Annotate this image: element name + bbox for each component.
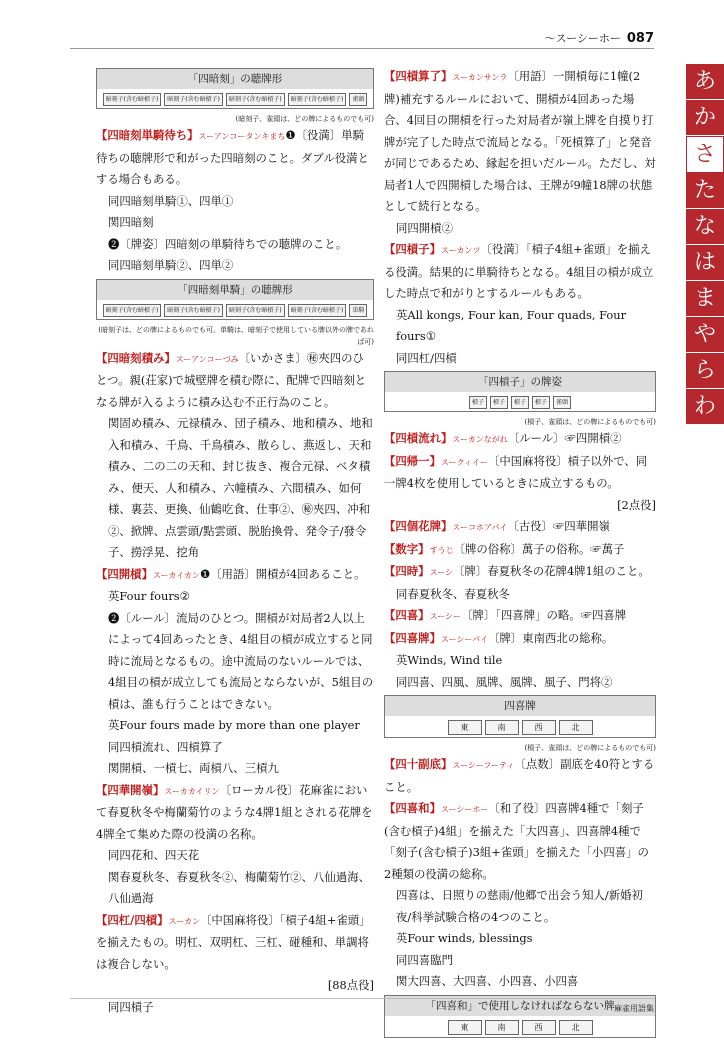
index-tab: ら [686, 353, 724, 389]
entry-headword: 【四槓子】 [384, 242, 441, 256]
entry-reading: スーカイカン [152, 570, 200, 580]
tile-group: 暗刻子(含む暗槓子) [226, 93, 285, 106]
index-tab: や [686, 317, 724, 353]
entry-headword: 【四槓算了】 [384, 69, 453, 83]
entry-headword: 【四喜和】 [384, 801, 441, 815]
entry-line: 〔いかさま〕㊙夾四のひとつ。親(荘家)で城壁牌を積む際に、配牌で四暗刻となる牌が入るように積み込む不正行為のこと。 [96, 350, 367, 409]
entry-line: ❶〔役満〕単騎待ちの聴牌形で和がった四暗刻のこと。ダブル役満とする場合もある。 [96, 128, 369, 186]
figure-note: (暗刻子、雀頭は、どの牌によるものでも可) [235, 115, 374, 123]
dictionary-entry [96, 348, 374, 564]
dictionary-entry [384, 798, 656, 993]
entry-line: 同四槓子 [108, 999, 154, 1014]
entry-line: 同四喜臨門 [396, 952, 453, 967]
tile-row [385, 1016, 655, 1037]
tile-group: 南 [485, 720, 519, 735]
entry-line: 同四花和、四天花 [108, 848, 200, 862]
entry-line: 〔牌〕東南西北の総称。 [488, 630, 614, 645]
entry-reading: スーシーホー [440, 805, 489, 814]
entry-line: ❷〔牌姿〕四暗刻の単騎待ちでの聴牌のこと。 [108, 236, 348, 251]
dictionary-entry [384, 451, 656, 517]
index-tab: わ [686, 389, 724, 425]
tile-group: 槓子 [469, 396, 487, 409]
entry-reading: スーカンながれ [452, 435, 508, 444]
entry-line: 〔和了役〕四喜牌4種で「刻子(含む槓子)4組」を揃えた「大四喜」、四喜牌4種で「刻子(含む槓子)3組+雀頭」を揃えた「小四喜」の2種類の役満の総称。 [384, 801, 649, 881]
entry-reading: すうじ [429, 545, 454, 555]
tile-row [385, 392, 655, 411]
tile-group: 雀頭 [553, 396, 571, 409]
entry-line: 同四開槓② [396, 220, 453, 235]
entry-headword: 【四十副底】 [384, 757, 453, 771]
index-tab: は [686, 245, 724, 281]
entry-headword: 【四個花牌】 [384, 519, 453, 533]
entry-reading: スークィイー [440, 457, 488, 467]
dictionary-entry [384, 628, 656, 694]
dictionary-entry [96, 910, 374, 1019]
right-column [384, 66, 656, 1042]
index-tab: た [686, 173, 724, 209]
index-tab: か [686, 100, 724, 136]
dictionary-entry [384, 516, 656, 539]
tile-group: 雀頭 [349, 93, 367, 106]
figure-box [96, 279, 374, 320]
book-title: 麻雀用語集 [614, 1004, 654, 1013]
tile-group: 槓子 [511, 396, 529, 409]
entry-reading: スーコホアパイ [452, 523, 508, 532]
entry-line: 関四暗刻 [108, 215, 154, 229]
entry-line: 〔点数〕副底を40符とすること。 [384, 757, 655, 794]
figure-title: 「四槓子」の牌姿 [385, 372, 655, 392]
page-header [70, 26, 654, 49]
tile-group: 暗刻子(含む暗槓子) [288, 304, 347, 317]
entry-line: 〔中国麻将役〕「槓子4組+雀頭」を揃えたもの。明杠、双明杠、三杠、碰種和、単調将は複合しない。 [96, 912, 371, 971]
entry-line: 同春夏秋冬、春夏秋冬 [396, 586, 510, 601]
dictionary-entry [384, 428, 656, 451]
entry-line: 〔牌〕春夏秋冬の花牌4牌1組のこと。 [453, 564, 650, 578]
entry-line: 関大四喜、大四喜、小四喜、小四喜 [396, 974, 579, 988]
figure-note: (暗刻子は、どの牌によるものでも可。単騎は、暗刻子で使用している牌以外の牌であれば可) [98, 325, 374, 346]
tile-group: 東 [448, 1020, 482, 1035]
entry-line: 英Four winds, blessings [396, 931, 533, 945]
entry-reading: スーシ [429, 568, 454, 577]
figure-box [384, 995, 656, 1038]
entry-line: 同四喜、四風、風牌、風牌、風子、門将② [396, 674, 613, 689]
entry-line: 〔ローカル役〕花麻雀において春夏秋冬や梅蘭菊竹のような4牌1組とされる花牌を4牌全て集めた際の役満の名称。 [96, 782, 373, 841]
dictionary-entry [384, 239, 656, 369]
entry-line: [2点役] [617, 497, 656, 512]
tile-row [385, 716, 655, 737]
tile-group: 暗刻子(含む暗槓子) [164, 304, 223, 317]
tile-group: 暗刻子(含む暗槓子) [226, 304, 285, 317]
figure-box [384, 695, 656, 738]
entry-line: [88点役] [327, 978, 374, 992]
left-column [96, 66, 374, 1018]
entry-line: 英Four fours made by more than one player [108, 718, 360, 732]
tile-group: 西 [522, 1020, 556, 1035]
entry-reading: スーシーパイ [440, 634, 489, 644]
entry-reading: スーアンコーづみ [175, 354, 239, 364]
index-tab: さ [686, 136, 724, 173]
entry-line: 〔牌〕「四喜牌」の略。☞四喜牌 [461, 608, 627, 622]
entry-line: 英Four fours② [108, 589, 190, 603]
figure-title: 四喜牌 [385, 696, 655, 716]
entry-headword: 【数字】 [384, 541, 430, 556]
running-head [545, 30, 654, 46]
entry-line: 同四暗刻単騎①、四単① [108, 193, 234, 208]
tile-group: 暗刻子(含む暗槓子) [288, 93, 347, 106]
tile-group: 暗刻子(含む暗槓子) [103, 93, 162, 106]
index-tab: あ [686, 64, 724, 100]
dictionary-entry [384, 754, 656, 798]
tile-group: 暗刻子(含む暗槓子) [103, 304, 162, 317]
entry-line: 四喜は、日照りの慈雨/他郷で出会う知人/新婚初夜/科挙試験合格の4つのこと。 [396, 888, 643, 924]
entry-reading: スーシー [429, 612, 462, 621]
entry-headword: 【四喜】 [384, 608, 430, 622]
tile-row [97, 89, 373, 108]
running-head-text: 〜スーシーホー [544, 32, 621, 45]
tile-group: 西 [522, 720, 556, 735]
tile-row [97, 300, 373, 319]
entry-line: 同四槓流れ、四槓算了 [108, 739, 223, 754]
dictionary-entry [384, 66, 656, 239]
tile-group: 南 [485, 1020, 519, 1035]
tile-group: 北 [559, 720, 593, 735]
entry-headword: 【四槓流れ】 [384, 431, 453, 445]
entry-reading: スーカン [168, 916, 200, 926]
dictionary-entry [384, 561, 656, 605]
tile-group: 槓子 [490, 396, 508, 409]
entry-reading: スーシーフーティ [452, 761, 515, 770]
figure-box [96, 68, 374, 109]
tile-group: 単騎 [349, 304, 367, 317]
entry-line: 〔ルール〕☞四開槓② [507, 431, 622, 445]
entry-reading: スーカンツ [440, 246, 481, 255]
dictionary-entry [384, 539, 656, 562]
entry-line: 関固め積み、元禄積み、団子積み、地和積み、地和入和積み、千鳥、千鳥積み、散らし、燕返し、天和積み、二の二の天和、封じ抜き、複合元禄、ベタ積み、便天、人和積み、六幢積み、六間積み、如何様、裏芸、更換、仙鶴吃食、仕事②、㊙夾四、冲和②、掀牌、点雲頭/點雲頭、脱胎換骨、発令子/發令子、撈浮晃、挖角 [108, 416, 373, 559]
entry-line: 英All kongs, Four kan, Four quads, Four fours① [396, 307, 627, 343]
figure-note: (槓子、雀頭は、どの牌によるものでも可) [524, 418, 656, 426]
entry-line: 〔牌の俗称〕萬子の俗称。☞萬子 [453, 541, 625, 556]
index-tab: な [686, 209, 724, 245]
page-number: 087 [626, 31, 654, 46]
entry-line: 同四暗刻単騎②、四単② [108, 258, 234, 272]
entry-line: 〔用語〕一開槓毎に1幢(2牌)補充するルールにおいて、開槓が4回あった場合、4回目の開槓を行った対局者が嶺上牌を自摸り打牌が完了した時点で流局となる。「死槓算了」と発音が同じであるため、縁起を担いだルール。ただし、対局者1人で四開槓した場合は、王牌が9幢18牌の状態として続行となる。 [384, 69, 656, 213]
dictionary-entry [384, 605, 656, 628]
entry-line: ❷〔ルール〕流局のひとつ。開槓が対局者2人以上によって4回あったとき、4組目の槓が成立すると同時に流局となるもの。途中流局のないルールでは、4組目の槓が成立しても流局とならないが、5組目の槓は、誰も行うことはできない。 [108, 610, 374, 711]
figure-title: 「四暗刻」の聴牌形 [97, 69, 373, 89]
tile-group: 北 [559, 1020, 593, 1035]
entry-line: 関開槓、一槓七、両槓八、三槓九 [108, 761, 279, 775]
figure-title: 「四喜和」で使用しなければならない牌 [385, 996, 655, 1016]
figure-title: 「四暗刻単騎」の聴牌形 [97, 280, 373, 300]
dictionary-entry [96, 125, 374, 277]
entry-line: 英Winds, Wind tile [396, 653, 503, 667]
entry-line: 関春夏秋冬、春夏秋冬②、梅蘭菊竹②、八仙過海、八仙過海 [108, 869, 370, 905]
entry-line: 〔役満〕「槓子4組+雀頭」を揃える役満。結果的に単騎待ちとなる。4組目の槓が成立した時点で和がりとするルールもある。 [384, 242, 654, 300]
entry-reading: スーアンコータンキまち [198, 132, 286, 141]
entry-headword: 【四時】 [384, 564, 430, 578]
tile-group: 暗刻子(含む暗槓子) [164, 93, 223, 106]
entry-headword: 【四暗刻積み】 [96, 350, 176, 365]
entry-headword: 【四喜牌】 [384, 630, 441, 645]
entry-line: 同四杠/四槓 [396, 350, 457, 365]
entry-headword: 【四華開嶺】 [96, 782, 165, 797]
entry-line: 〔中国麻将役〕槓子以外で、同一牌4枚を使用しているときに成立するもの。 [384, 453, 648, 490]
entry-reading: スーカンサンラ [452, 73, 508, 82]
tile-group: 東 [448, 720, 482, 735]
entry-line: 〔古役〕☞四華開嶺 [507, 519, 610, 533]
dictionary-entry [96, 780, 374, 910]
index-tabs [686, 64, 724, 425]
entry-line: ❶〔用語〕開槓が4回あること。 [199, 566, 366, 581]
entry-headword: 【四開槓】 [96, 566, 153, 581]
entry-headword: 【四杠/四槓】 [96, 912, 169, 927]
entry-headword: 【四帰一】 [384, 453, 441, 468]
index-tab: ま [686, 281, 724, 317]
entry-reading: スーカカイリン [164, 786, 220, 796]
figure-box [384, 371, 656, 412]
entry-headword: 【四暗刻単騎待ち】 [96, 128, 199, 142]
dictionary-entry [96, 564, 374, 780]
tile-group: 槓子 [532, 396, 550, 409]
figure-note: (槓子、雀頭は、どの牌によるものでも可) [524, 744, 656, 752]
